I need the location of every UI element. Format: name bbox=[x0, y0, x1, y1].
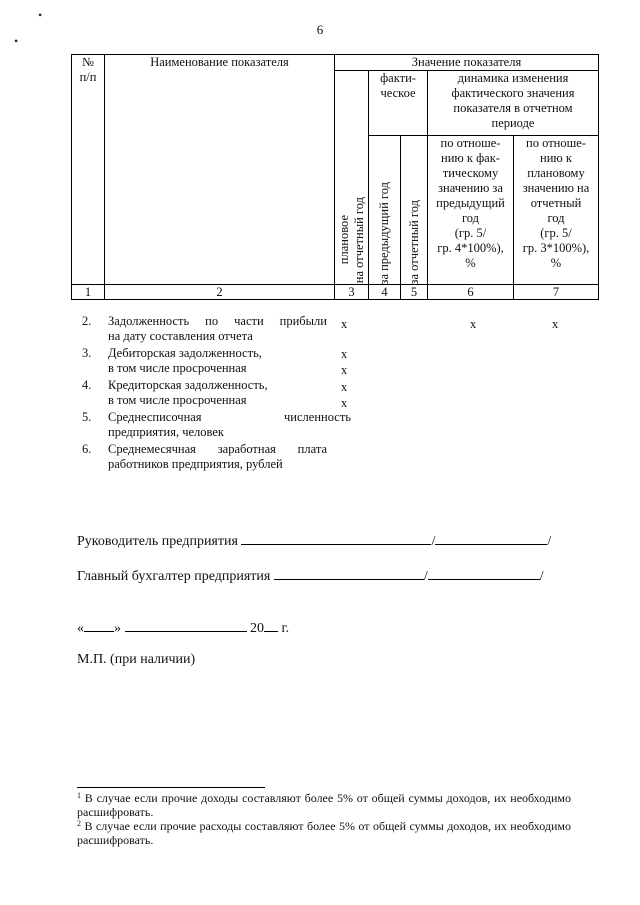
table-row bbox=[82, 314, 582, 344]
col-vs-plan-header: по отноше- нию к плановому значению на отчетный год (гр. 5/ гр. 3*100%), % bbox=[514, 136, 599, 285]
year-field[interactable] bbox=[264, 618, 278, 632]
col-actual-header: факти- ческое bbox=[369, 71, 428, 136]
x-mark: x bbox=[341, 380, 348, 394]
column-number: 6 bbox=[428, 285, 514, 300]
director-signature-line bbox=[77, 531, 551, 550]
row-label: Среднемесячная заработная плата bbox=[108, 442, 327, 456]
director-label: Руководитель предприятия bbox=[77, 534, 238, 549]
slash: / bbox=[423, 569, 428, 584]
table-row bbox=[82, 378, 582, 408]
table-row bbox=[82, 410, 582, 440]
row-number: 6. bbox=[82, 442, 92, 456]
row-label-cont: работников предприятия, рублей bbox=[108, 457, 283, 471]
planned-label: плановое на отчетный год bbox=[336, 196, 366, 283]
x-mark: x bbox=[341, 396, 348, 410]
column-number: 7 bbox=[514, 285, 599, 300]
footnote-mark: 2 bbox=[77, 819, 81, 828]
col-prev-year-header bbox=[369, 136, 401, 285]
x-mark: x bbox=[341, 347, 348, 361]
col-name-header: Наименование показателя bbox=[105, 55, 335, 285]
row-number: 2. bbox=[82, 314, 92, 328]
footnote-divider bbox=[77, 787, 265, 788]
x-mark: x bbox=[470, 317, 477, 331]
accountant-signature-field[interactable] bbox=[274, 566, 424, 580]
slash: / bbox=[539, 569, 544, 584]
row-label: Кредиторская задолженность, bbox=[108, 378, 268, 392]
report-year-label: за отчетный год bbox=[406, 199, 421, 284]
slash: / bbox=[547, 534, 552, 549]
column-number-row bbox=[72, 285, 599, 300]
row-label: Среднесписочная численность bbox=[108, 410, 351, 424]
table-row bbox=[82, 442, 582, 472]
page-number: 6 bbox=[316, 22, 324, 37]
day-field[interactable] bbox=[84, 618, 114, 632]
row-number: 5. bbox=[82, 410, 92, 424]
col-planned-header bbox=[335, 71, 369, 285]
row-label-cont: предприятия, человек bbox=[108, 425, 224, 439]
row-label-cont: в том числе просроченная bbox=[108, 361, 247, 375]
footnote-text: В случае если прочие расходы составляют более 5% от общей суммы доходов, их необходимо расшифровать. bbox=[77, 819, 572, 847]
prev-year-label: за предыдущий год bbox=[377, 181, 391, 284]
accountant-signature-line bbox=[77, 566, 544, 585]
row-label-cont: в том числе просроченная bbox=[108, 393, 247, 407]
indicator-table-header bbox=[71, 54, 599, 300]
quote-close: » bbox=[114, 621, 121, 636]
indicator-rows bbox=[82, 314, 582, 472]
column-number: 1 bbox=[72, 285, 105, 300]
column-number: 2 bbox=[105, 285, 335, 300]
year-prefix: 20 bbox=[250, 621, 264, 636]
scan-mark: • bbox=[14, 34, 19, 48]
footnote-text: В случае если прочие доходы составляют более 5% от общей суммы доходов, их необходимо расшифровать. bbox=[77, 791, 571, 819]
column-number: 4 bbox=[369, 285, 401, 300]
month-field[interactable] bbox=[125, 618, 247, 632]
scan-mark: • bbox=[38, 8, 43, 22]
col-dynamics-header: динамика изменения фактического значения показателя в отчетном периоде bbox=[428, 71, 599, 136]
column-number: 3 bbox=[335, 285, 369, 300]
director-signature-field[interactable] bbox=[241, 531, 431, 545]
accountant-name-field[interactable] bbox=[428, 566, 540, 580]
director-name-field[interactable] bbox=[435, 531, 547, 545]
row-label: Задолженность по части прибыли bbox=[108, 314, 327, 328]
row-number: 4. bbox=[82, 378, 92, 392]
x-mark: x bbox=[552, 317, 559, 331]
row-label-cont: на дату составления отчета bbox=[108, 329, 253, 343]
footnote-1 bbox=[77, 791, 571, 819]
col-vs-actual-header: по отноше- нию к фак- тическому значению за предыдущий год (гр. 5/ гр. 4*100%), % bbox=[428, 136, 514, 285]
col-report-year-header bbox=[401, 136, 428, 285]
col-value-header: Значение показателя bbox=[335, 55, 599, 71]
slash: / bbox=[431, 534, 436, 549]
year-suffix: г. bbox=[281, 621, 290, 636]
x-mark: x bbox=[341, 317, 348, 331]
x-mark: x bbox=[341, 363, 348, 377]
accountant-label: Главный бухгалтер предприятия bbox=[77, 569, 271, 584]
date-line bbox=[77, 618, 289, 637]
stamp-note: М.П. (при наличии) bbox=[77, 652, 196, 667]
col-num-header: № п/п bbox=[72, 55, 105, 285]
footnote-2 bbox=[77, 819, 571, 847]
table-row bbox=[82, 346, 582, 376]
column-number: 5 bbox=[401, 285, 428, 300]
row-label: Дебиторская задолженность, bbox=[108, 346, 262, 360]
quote-open: « bbox=[77, 621, 84, 636]
row-number: 3. bbox=[82, 346, 92, 360]
footnote-mark: 1 bbox=[77, 791, 81, 800]
